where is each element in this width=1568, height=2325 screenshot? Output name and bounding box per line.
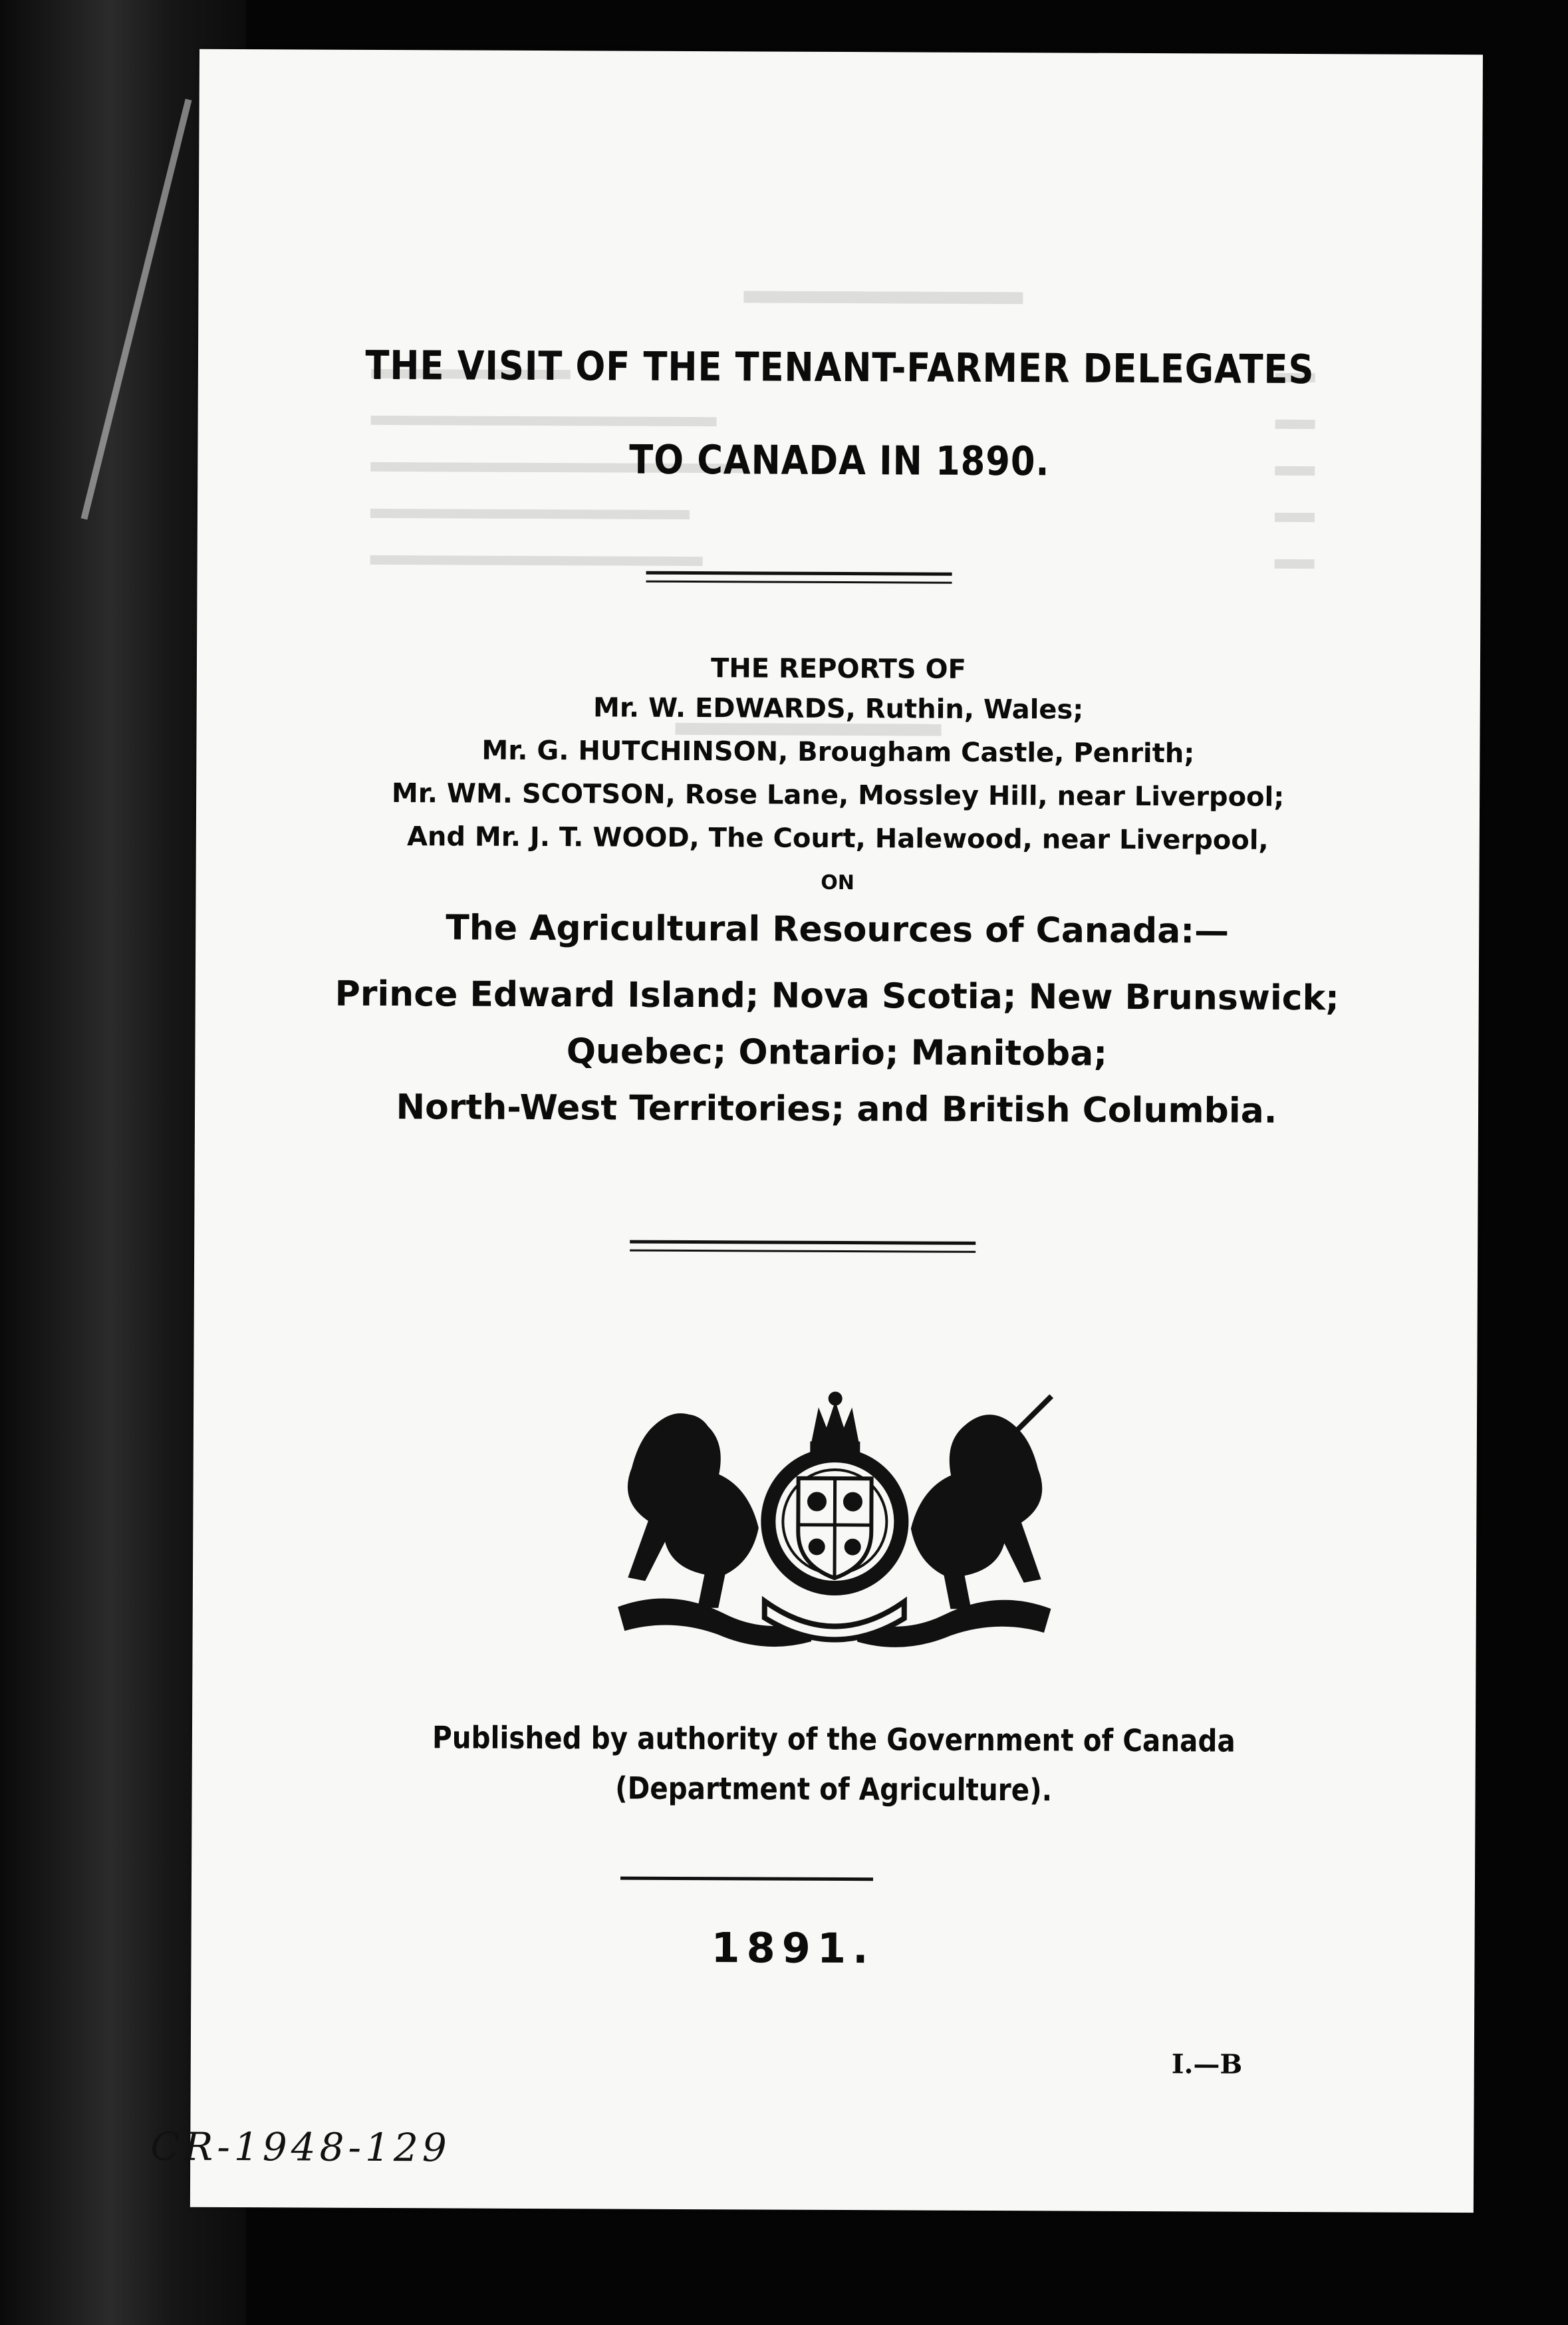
publisher-divider-rule [620, 1877, 873, 1881]
title-divider-rule [646, 571, 952, 576]
publisher-department: (Department of Agriculture). [615, 1770, 1053, 1808]
royal-coat-of-arms-emblem [591, 1387, 1078, 1655]
regions-line: Prince Edward Island; Nova Scotia; New Brunswick; [334, 974, 1340, 1019]
reports-heading: THE REPORTS OF [710, 653, 966, 685]
on-label: ON [821, 871, 854, 895]
regions-divider-rule [630, 1240, 976, 1245]
report-author: Mr. G. HUTCHINSON, Brougham Castle, Penrith; [481, 735, 1195, 769]
show-through-ghost [337, 289, 1409, 2090]
regions-line: North-West Territories; and British Columbia. [396, 1087, 1277, 1131]
binding-scratch [81, 98, 192, 519]
document-title-line-2: TO CANADA IN 1890. [629, 436, 1050, 485]
printers-signature-mark: I.—B [1171, 2048, 1243, 2080]
handwritten-archive-reference: CR-1948-129 [150, 2123, 451, 2171]
regions-line: Quebec; Ontario; Manitoba; [566, 1031, 1108, 1074]
report-author: Mr. W. EDWARDS, Ruthin, Wales; [592, 692, 1084, 726]
document-title-line-1: THE VISIT OF THE TENANT-FARMER DELEGATES [365, 342, 1315, 394]
report-author: Mr. WM. SCOTSON, Rose Lane, Mossley Hill, near Liverpool; [391, 778, 1285, 813]
title-divider-rule-thin [646, 581, 952, 584]
regions-divider-rule-thin [630, 1250, 976, 1253]
title-page [150, 49, 1483, 2213]
publisher-line: Published by authority of the Government of Canada [432, 1719, 1236, 1759]
report-author: And Mr. J. T. WOOD, The Court, Halewood, near Liverpool, [406, 821, 1269, 856]
publication-year: 1891. [711, 1923, 875, 1973]
report-subject: The Agricultural Resources of Canada:— [446, 908, 1230, 952]
